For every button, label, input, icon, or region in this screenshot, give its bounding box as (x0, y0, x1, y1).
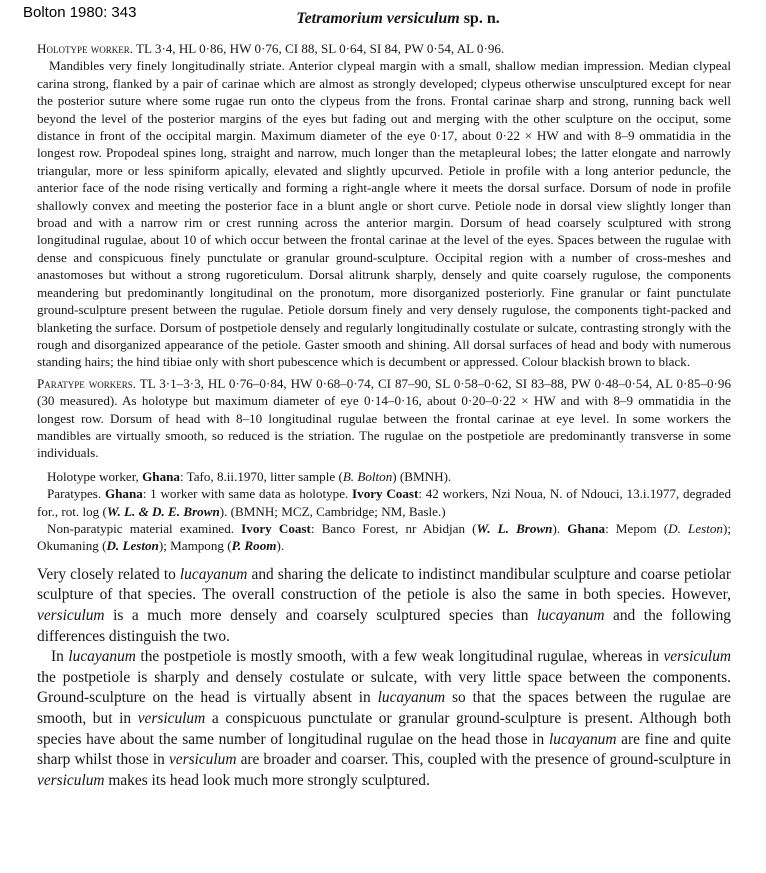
holotype-section (37, 40, 731, 371)
discussion-paragraph-1 (37, 565, 731, 647)
nonpara-text-4: ); Okumaning ( (37, 520, 731, 554)
nonpara-collector-2: D. Leston (668, 520, 723, 536)
disc-p1-species-2: versiculum (37, 606, 105, 624)
nonpara-country-1: Ivory Coast (241, 520, 311, 536)
disc-p2-text-h: makes its head look much more strongly sculptured. (104, 771, 430, 789)
holotype-material-data: : Tafo, 8.ii.1970, litter sample ( (179, 468, 343, 484)
nonpara-country-2: Ghana (567, 520, 606, 536)
disc-p1-species-3: lucayanum (536, 606, 605, 624)
disc-p2-text-d: so that the spaces between the rugulae are smooth, but in (37, 689, 732, 727)
nonpara-collector-4: P. Room (231, 538, 277, 554)
description-body (37, 40, 731, 791)
nonpara-text-3: : Mepom ( (605, 520, 669, 536)
disc-p2-species-2: versiculum (663, 648, 731, 666)
disc-p2-species-1: lucayanum (68, 648, 136, 666)
paratype-material-lead: Paratypes. (47, 486, 105, 502)
paratype-material-text-1: : 1 worker with same data as holotype. (142, 486, 353, 502)
disc-p2-text-e: a conspicuous punctulate or granular ground-sculpture is present. Although both species have about the same number of longitudinal rugulae on the head those in (37, 709, 731, 748)
paratype-section (37, 375, 731, 462)
species-title (0, 10, 766, 28)
paratype-text: TL 3·1–3·3, HL 0·76–0·84, HW 0·68–0·74, CI 87–90, SL 0·58–0·62, SI 83–88, PW 0·48–0·54, AL 0·85–0·96 (30 measured). As holotype but maximum diameter of eye 0·14–0·16, about 0·20–0·22 × HW and with 8–9 ommatidia in the longest row. Dorsum of head with 8–10 longitudinal rugulae between the frontal carinae at eye level. In some workers the mandibles are virtually smooth, so reduced is the striation. The rugulae on the postpetiole are predominantly transverse in some individuals. (37, 375, 731, 461)
species-name: Tetramorium versiculum (296, 10, 460, 27)
disc-p2-text-c: the postpetiole is sharply and densely costulate or sulcate, with very little space between the components. Ground-sculpture on the head is virtually absent in (37, 668, 731, 707)
nonpara-collector-1: W. L. Brown (476, 520, 553, 536)
holotype-collector: B. Bolton (342, 468, 393, 484)
nonpara-text-2: ). (552, 520, 568, 536)
nonpara-text-6: ). (276, 538, 285, 554)
disc-p1-text-b: and sharing the delicate to indistinct mandibular sculpture and coarse petiolar sculpture of that species. The overall construction of the petiole is also the same in both species. However, (37, 565, 731, 604)
disc-p2-text-g: are broader and coarser. This, coupled with the presence of ground-sculpture in (236, 751, 731, 769)
holotype-description: Mandibles very finely longitudinally striate. Anterior clypeal margin with a small, shallow median impression. Median clypeal carina strong, flanked by a pair of carinae which are almost as strongly developed; clypeus otherwise unsculptured except for near the posterior suture where some rugae run onto the clypeus from the frons. Frontal carinae sharp and strong, running back well beyond the level of the posterior margins of the eyes but fading out and merging with the other sculpture on the occiput, some distance in front of the occipital margin. Maximum diameter of the eye 0·17, about 0·22 × HW and with 8–9 ommatidia in the longest row. Propodeal spines long, straight and narrow, much longer than the metapleural lobes; the latter elongate and narrowly triangular, more or less spiniform apically, elevated and slightly upcurved. Petiole in profile with a long anterior peduncle, the anterior face of the node rising vertically and forming a right-angle where it meets the dorsal surface. Dorsum of node in profile shallowly convex and meeting the posterior face in a blunt angle or short curve. Petiole node in dorsal view slightly longer than broad and with a narrow rim or crest running across the anterior margin. Dorsum of head coarsely sculptured with strong longitudinal rugulae, about 10 of which occur between the frontal carinae at the level of the eyes. Spaces between the rugulae with dense and conspicuous finely punctulate or granular ground-sculpture. Occipital region with a number of cross-meshes and anastomoses but without a strong rugoreticulum. Dorsal alitrunk sharply, densely and quite coarsely rugulose, the components meandering but predominantly longitudinal on the pronotum, more disorganized posteriorly. Fine granular or faint punctulate ground-sculpture present between the rugulae. Petiole dorsum finely and very densely rugulose, the components tight-packed and blanketing the surface. Dorsum of postpetiole densely and regularly longitudinally costulate or sulcate, contrasting strongly with the rough and disorganized appearance of the petiole. Gaster smooth and shining. All dorsal surfaces of head and body with numerous standing hairs; the hind tibiae only with short pubescence which is decumbent or appressed. Colour blackish brown to black. (37, 58, 731, 370)
paratype-label: Paratype workers. (37, 375, 137, 391)
discussion-paragraph-2 (37, 647, 731, 791)
source-citation-label: Bolton 1980: 343 (23, 4, 137, 21)
nonpara-lead: Non-paratypic material examined. (47, 520, 242, 536)
nonpara-collector-3: D. Leston (106, 538, 159, 554)
paratype-collector: W. L. & D. E. Brown (106, 503, 220, 519)
disc-p2-species-6: versiculum (168, 751, 237, 769)
disc-p2-text-a: In (51, 648, 69, 666)
paratype-country-1: Ghana (104, 486, 143, 502)
disc-p2-text-b: the postpetiole is mostly smooth, with a few weak longitudinal rugulae, whereas in (135, 648, 664, 666)
material-section (37, 468, 731, 555)
paratype-country-2: Ivory Coast (352, 486, 419, 502)
holotype-measurements: TL 3·4, HL 0·86, HW 0·76, CI 88, SL 0·64, SI 84, PW 0·54, AL 0·96. (133, 41, 505, 56)
disc-p1-text-a: Very closely related to (37, 565, 180, 583)
nonpara-text-1: : Banco Forest, nr Abidjan ( (310, 520, 477, 536)
disc-p1-text-c: is a much more densely and coarsely sculptured species than (104, 606, 537, 624)
nonpara-text-5: ); Mampong ( (158, 538, 232, 554)
nonparatypic-material (37, 520, 731, 555)
holotype-country: Ghana (142, 468, 180, 484)
paratype-material-text-3: ). (BMNH; MCZ, Cambridge; NM, Basle.) (219, 503, 446, 519)
disc-p1-species-1: lucayanum (179, 565, 248, 583)
discussion-section (37, 565, 731, 792)
disc-p1-text-d: and the following differences distinguish the two. (37, 606, 731, 645)
holotype-material (37, 468, 731, 485)
disc-p2-species-4: versiculum (137, 709, 206, 727)
disc-p2-species-5: lucayanum (548, 730, 617, 748)
holotype-material-lead: Holotype worker, (47, 468, 143, 484)
paratype-material (37, 485, 731, 520)
holotype-material-end: ) (BMNH). (392, 468, 452, 484)
paratype-material-text-2: : 42 workers, Nzi Noua, N. of Ndouci, 13.i.1977, degraded for., rot. log ( (37, 486, 732, 519)
disc-p2-species-3: lucayanum (377, 689, 446, 707)
holotype-label: Holotype worker. (37, 41, 133, 56)
species-status: sp. n. (459, 10, 500, 27)
disc-p2-text-f: are fine and quite sharp whilst those in (37, 730, 731, 769)
disc-p2-species-7: versiculum (37, 771, 105, 789)
